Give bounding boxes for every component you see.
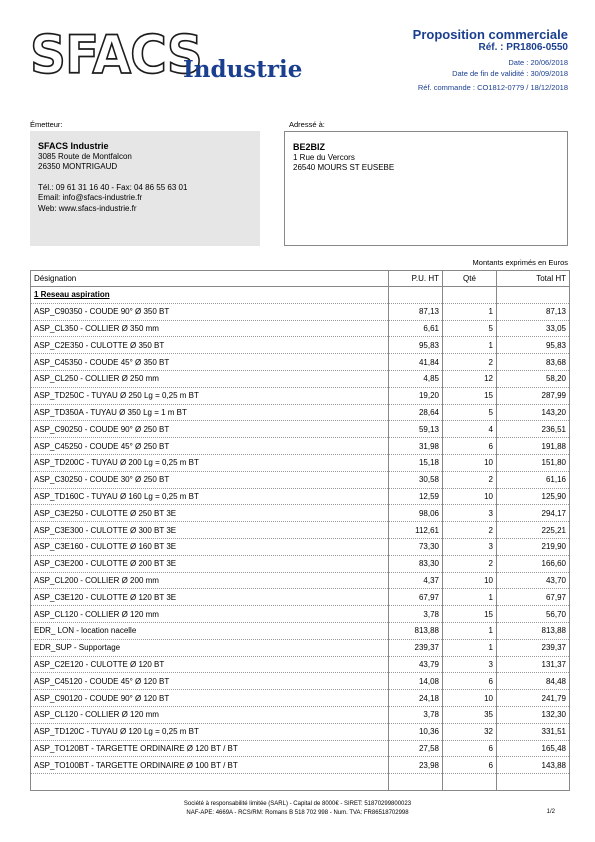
emitter-city: 26350 MONTRIGAUD (38, 162, 118, 171)
recipient-street: 1 Rue du Vercors (293, 152, 355, 162)
cell-quantity: 5 (443, 404, 497, 421)
cell-total: 95,83 (497, 337, 570, 354)
emitter-web: Web: www.sfacs-industrie.fr (38, 203, 137, 213)
table-row (31, 337, 570, 354)
recipient-label: Adressé à: (289, 120, 325, 129)
cell-quantity: 6 (443, 438, 497, 455)
cell-unit-price: 3,78 (389, 606, 443, 623)
cell-total: 87,13 (497, 303, 570, 320)
table-row (31, 505, 570, 522)
cell-quantity: 6 (443, 757, 497, 774)
cell-designation: ASP_TD350A - TUYAU Ø 350 Lg = 1 m BT (31, 404, 389, 421)
recipient-name: BE2BIZ (293, 142, 326, 152)
document-title: Proposition commerciale (412, 27, 568, 42)
cell-quantity: 35 (443, 706, 497, 723)
cell-total: 67,97 (497, 589, 570, 606)
cell-unit-price: 12,59 (389, 488, 443, 505)
cell-total: 33,05 (497, 320, 570, 337)
cell-designation: EDR_ LON - location nacelle (31, 622, 389, 639)
header-designation: Désignation (31, 271, 389, 287)
cell-unit-price: 41,84 (389, 354, 443, 371)
cell-quantity: 1 (443, 622, 497, 639)
table-row (31, 656, 570, 673)
cell-quantity: 15 (443, 606, 497, 623)
header-total: Total HT (497, 271, 570, 287)
order-reference: Réf. commande : CO1812-0779 / 18/12/2018 (417, 83, 568, 92)
cell-designation: ASP_TD250C - TUYAU Ø 250 Lg = 0,25 m BT (31, 387, 389, 404)
cell-total: 132,30 (497, 706, 570, 723)
emitter-box (30, 131, 260, 246)
cell-total: 143,20 (497, 404, 570, 421)
cell-total: 83,68 (497, 354, 570, 371)
header-unit-price: P.U. HT (389, 271, 443, 287)
company-logo: SFACS (30, 24, 202, 86)
cell-unit-price: 73,30 (389, 538, 443, 555)
cell-unit-price: 43,79 (389, 656, 443, 673)
cell-unit-price: 6,61 (389, 320, 443, 337)
cell-total: 43,70 (497, 572, 570, 589)
cell-unit-price: 4,37 (389, 572, 443, 589)
cell-designation: ASP_C45120 - COUDE 45° Ø 120 BT (31, 673, 389, 690)
company-logo-suffix: Industrie (183, 56, 303, 83)
cell-designation: ASP_C45250 - COUDE 45° Ø 250 BT (31, 438, 389, 455)
cell-quantity: 1 (443, 337, 497, 354)
cell-unit-price: 23,98 (389, 757, 443, 774)
cell-total: 165,48 (497, 740, 570, 757)
cell-total: 61,16 (497, 471, 570, 488)
table-row (31, 387, 570, 404)
cell-total: 236,51 (497, 421, 570, 438)
cell-quantity: 2 (443, 555, 497, 572)
table-row (31, 454, 570, 471)
table-row (31, 622, 570, 639)
cell-total: 331,51 (497, 723, 570, 740)
table-row (31, 471, 570, 488)
table-row (31, 589, 570, 606)
cell-designation: ASP_CL250 - COLLIER Ø 250 mm (31, 370, 389, 387)
table-row (31, 538, 570, 555)
recipient-city: 26540 MOURS ST EUSEBE (293, 163, 395, 172)
cell-designation: ASP_C30250 - COUDE 30° Ø 250 BT (31, 471, 389, 488)
cell-total: 219,90 (497, 538, 570, 555)
emitter-email: Email: info@sfacs-industrie.fr (38, 193, 143, 202)
cell-designation: ASP_C90350 - COUDE 90° Ø 350 BT (31, 303, 389, 320)
cell-unit-price: 15,18 (389, 454, 443, 471)
cell-unit-price: 83,30 (389, 555, 443, 572)
table-row (31, 421, 570, 438)
cell-unit-price: 98,06 (389, 505, 443, 522)
table-row (31, 320, 570, 337)
cell-total: 294,17 (497, 505, 570, 522)
document-date: Date : 20/06/2018 (508, 58, 568, 67)
cell-unit-price: 19,20 (389, 387, 443, 404)
cell-quantity: 4 (443, 421, 497, 438)
cell-unit-price: 14,08 (389, 673, 443, 690)
recipient-box (284, 131, 568, 246)
cell-designation: ASP_C2E350 - CULOTTE Ø 350 BT (31, 337, 389, 354)
cell-quantity: 10 (443, 572, 497, 589)
cell-quantity: 2 (443, 522, 497, 539)
cell-unit-price: 10,36 (389, 723, 443, 740)
table-row (31, 522, 570, 539)
cell-designation: ASP_TD200C - TUYAU Ø 200 Lg = 0,25 m BT (31, 454, 389, 471)
cell-total: 143,88 (497, 757, 570, 774)
header-quantity: Qté (443, 271, 497, 287)
cell-designation: ASP_C90250 - COUDE 90° Ø 250 BT (31, 421, 389, 438)
cell-unit-price: 31,98 (389, 438, 443, 455)
cell-quantity: 6 (443, 740, 497, 757)
section-title: 1 Reseau aspiration (31, 287, 389, 304)
cell-total: 84,48 (497, 673, 570, 690)
table-row (31, 757, 570, 774)
cell-designation: ASP_CL120 - COLLIER Ø 120 mm (31, 706, 389, 723)
cell-quantity: 2 (443, 354, 497, 371)
cell-unit-price: 87,13 (389, 303, 443, 320)
page-number: 1/2 (546, 809, 555, 815)
table-row (31, 438, 570, 455)
cell-total: 58,20 (497, 370, 570, 387)
cell-quantity: 3 (443, 505, 497, 522)
cell-total: 56,70 (497, 606, 570, 623)
cell-unit-price: 67,97 (389, 589, 443, 606)
cell-quantity: 10 (443, 488, 497, 505)
cell-quantity: 3 (443, 538, 497, 555)
table-row (31, 740, 570, 757)
table-row (31, 354, 570, 371)
section-row (31, 287, 570, 304)
table-row (31, 706, 570, 723)
table-row (31, 555, 570, 572)
footer-line-1: Société à responsabilité limitée (SARL) - Capital de 8000€ - SIRET: 51870299800023 (183, 801, 412, 807)
cell-total: 813,88 (497, 622, 570, 639)
cell-total: 225,21 (497, 522, 570, 539)
cell-quantity: 1 (443, 303, 497, 320)
table-row (31, 673, 570, 690)
cell-designation: ASP_C2E120 - CULOTTE Ø 120 BT (31, 656, 389, 673)
document-reference: Réf. : PR1806-0550 (478, 42, 568, 53)
table-header-row (31, 271, 570, 287)
cell-quantity: 10 (443, 454, 497, 471)
cell-designation: ASP_C3E160 - CULOTTE Ø 160 BT 3E (31, 538, 389, 555)
cell-quantity: 12 (443, 370, 497, 387)
cell-quantity: 3 (443, 656, 497, 673)
cell-designation: ASP_C90120 - COUDE 90° Ø 120 BT (31, 690, 389, 707)
cell-unit-price: 239,37 (389, 639, 443, 656)
table-row (31, 303, 570, 320)
cell-unit-price: 59,13 (389, 421, 443, 438)
emitter-label: Émetteur: (30, 120, 63, 129)
cell-quantity: 15 (443, 387, 497, 404)
cell-designation: ASP_C3E120 - CULOTTE Ø 120 BT 3E (31, 589, 389, 606)
cell-unit-price: 24,18 (389, 690, 443, 707)
cell-unit-price: 27,58 (389, 740, 443, 757)
cell-quantity: 2 (443, 471, 497, 488)
cell-unit-price: 30,58 (389, 471, 443, 488)
cell-total: 191,88 (497, 438, 570, 455)
cell-quantity: 10 (443, 690, 497, 707)
emitter-name: SFACS Industrie (38, 141, 109, 151)
items-table (30, 270, 570, 791)
cell-designation: ASP_C45350 - COUDE 45° Ø 350 BT (31, 354, 389, 371)
cell-quantity: 1 (443, 589, 497, 606)
cell-designation: ASP_TD120C - TUYAU Ø 120 Lg = 0,25 m BT (31, 723, 389, 740)
table-row (31, 606, 570, 623)
table-row (31, 723, 570, 740)
cell-total: 151,80 (497, 454, 570, 471)
cell-designation: ASP_TD160C - TUYAU Ø 160 Lg = 0,25 m BT (31, 488, 389, 505)
validity-date: Date de fin de validité : 30/09/2018 (452, 69, 568, 78)
cell-quantity: 6 (443, 673, 497, 690)
cell-total: 125,90 (497, 488, 570, 505)
table-row (31, 370, 570, 387)
cell-designation: ASP_TO100BT - TARGETTE ORDINAIRE Ø 100 BT / BT (31, 757, 389, 774)
footer (0, 800, 595, 818)
cell-total: 131,37 (497, 656, 570, 673)
table-row (31, 404, 570, 421)
footer-line-2: NAF-APE: 4669A - RCS/RM: Romans B 518 702 998 - Num. TVA: FR86518702998 (186, 810, 409, 816)
cell-unit-price: 112,61 (389, 522, 443, 539)
cell-quantity: 1 (443, 639, 497, 656)
empty-row (31, 774, 570, 791)
cell-total: 241,79 (497, 690, 570, 707)
cell-total: 239,37 (497, 639, 570, 656)
currency-note: Montants exprimés en Euros (472, 258, 568, 267)
cell-designation: EDR_SUP - Supportage (31, 639, 389, 656)
table-row (31, 488, 570, 505)
table-row (31, 639, 570, 656)
cell-total: 287,99 (497, 387, 570, 404)
cell-total: 166,60 (497, 555, 570, 572)
cell-designation: ASP_C3E250 - CULOTTE Ø 250 BT 3E (31, 505, 389, 522)
table-row (31, 572, 570, 589)
cell-unit-price: 3,78 (389, 706, 443, 723)
emitter-street: 3085 Route de Montfalcon (38, 151, 132, 161)
cell-quantity: 5 (443, 320, 497, 337)
cell-designation: ASP_CL200 - COLLIER Ø 200 mm (31, 572, 389, 589)
cell-designation: ASP_C3E200 - CULOTTE Ø 200 BT 3E (31, 555, 389, 572)
table-row (31, 690, 570, 707)
cell-quantity: 32 (443, 723, 497, 740)
cell-designation: ASP_C3E300 - CULOTTE Ø 300 BT 3E (31, 522, 389, 539)
cell-unit-price: 4,85 (389, 370, 443, 387)
cell-unit-price: 28,64 (389, 404, 443, 421)
cell-designation: ASP_CL120 - COLLIER Ø 120 mm (31, 606, 389, 623)
cell-unit-price: 813,88 (389, 622, 443, 639)
cell-unit-price: 95,83 (389, 337, 443, 354)
cell-designation: ASP_TO120BT - TARGETTE ORDINAIRE Ø 120 BT / BT (31, 740, 389, 757)
cell-designation: ASP_CL350 - COLLIER Ø 350 mm (31, 320, 389, 337)
emitter-phone: Tél.: 09 61 31 16 40 - Fax: 04 86 55 63 01 (38, 182, 188, 192)
